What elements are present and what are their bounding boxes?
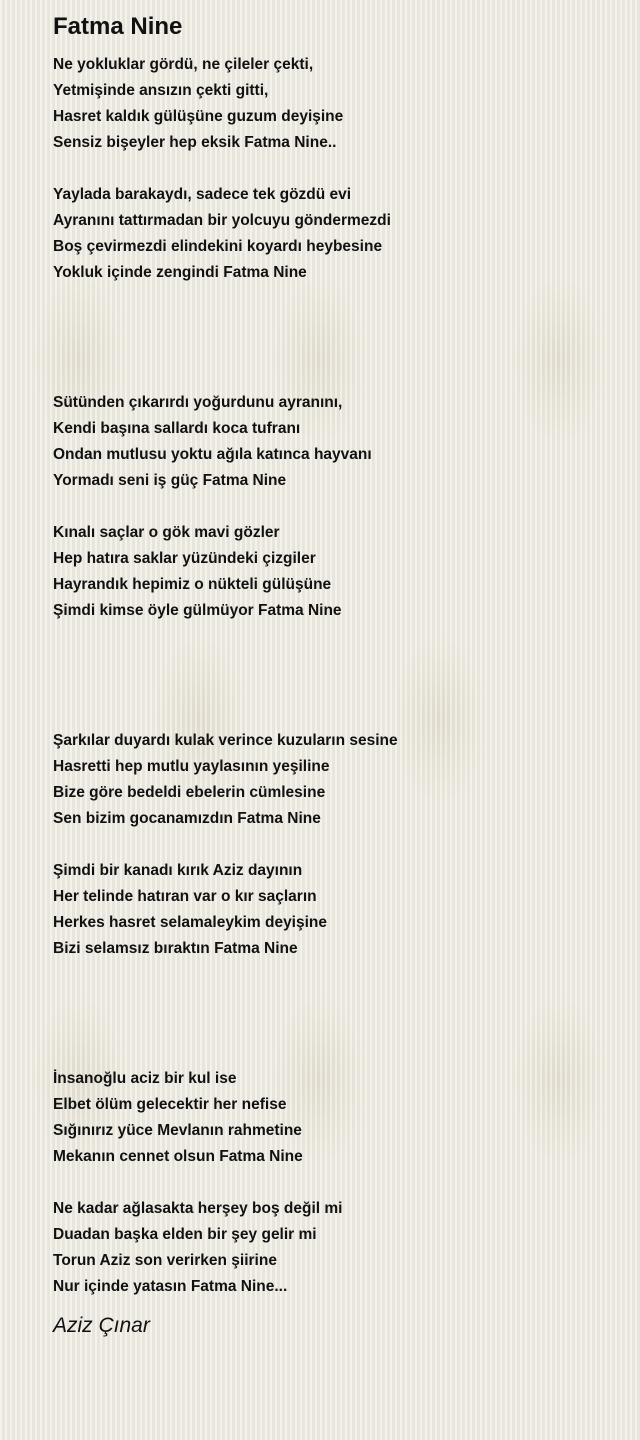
stanza-1 <box>53 52 613 156</box>
poem-line: Duadan başka elden bir şey gelir mi <box>53 1226 317 1243</box>
stanza-spacer <box>53 156 613 182</box>
section-spacer <box>53 624 613 728</box>
poem-line: Sen bizim gocanamızdın Fatma Nine <box>53 810 321 827</box>
poem-line: Şarkılar duyardı kulak verince kuzuların sesine <box>53 732 398 749</box>
section-spacer <box>53 962 613 1066</box>
poem-line: Ondan mutlusu yoktu ağıla katınca hayvanı <box>53 446 372 463</box>
poem-line: Şimdi kimse öyle gülmüyor Fatma Nine <box>53 602 342 619</box>
poem-line: Ne kadar ağlasakta herşey boş değil mi <box>53 1200 343 1217</box>
poem-line: Kendi başına sallardı koca tufranı <box>53 420 301 437</box>
poem-line: Kınalı saçlar o gök mavi gözler <box>53 524 280 541</box>
stanza-8 <box>53 1196 613 1300</box>
stanza-spacer <box>53 832 613 858</box>
poem-line: Yormadı seni iş güç Fatma Nine <box>53 472 287 489</box>
poem-line: Nur içinde yatasın Fatma Nine... <box>53 1278 288 1295</box>
stanza-spacer <box>53 494 613 520</box>
poem-author: Aziz Çınar <box>53 1314 150 1337</box>
poem <box>53 12 613 1340</box>
poem-line: Sütünden çıkarırdı yoğurdunu ayranını, <box>53 394 343 411</box>
poem-line: Herkes hasret selamaleykim deyişine <box>53 914 328 931</box>
poem-body <box>53 52 613 1300</box>
poem-line: Hasretti hep mutlu yaylasının yeşiline <box>53 758 330 775</box>
section-spacer <box>53 286 613 390</box>
poem-line: Elbet ölüm gelecektir her nefise <box>53 1096 287 1113</box>
poem-line: Sensiz bişeyler hep eksik Fatma Nine.. <box>53 134 337 151</box>
poem-line: Hep hatıra saklar yüzündeki çizgiler <box>53 550 316 567</box>
poem-line: İnsanoğlu aciz bir kul ise <box>53 1070 237 1087</box>
poem-line: Hasret kaldık gülüşüne guzum deyişine <box>53 108 344 125</box>
poem-line: Mekanın cennet olsun Fatma Nine <box>53 1148 303 1165</box>
poem-line: Yetmişinde ansızın çekti gitti, <box>53 82 269 99</box>
poem-line: Sığınırız yüce Mevlanın rahmetine <box>53 1122 302 1139</box>
poem-line: Yokluk içinde zengindi Fatma Nine <box>53 264 307 281</box>
stanza-4 <box>53 520 613 624</box>
poem-line: Torun Aziz son verirken şiirine <box>53 1252 277 1269</box>
poem-line: Hayrandık hepimiz o nükteli gülüşüne <box>53 576 332 593</box>
poem-line: Ayranını tattırmadan bir yolcuyu göndermezdi <box>53 212 391 229</box>
poem-title: Fatma Nine <box>53 13 183 40</box>
poem-line: Şimdi bir kanadı kırık Aziz dayının <box>53 862 303 879</box>
stanza-2 <box>53 182 613 286</box>
poem-line: Boş çevirmezdi elindekini koyardı heybesine <box>53 238 383 255</box>
poem-line: Bize göre bedeldi ebelerin cümlesine <box>53 784 326 801</box>
stanza-6 <box>53 858 613 962</box>
poem-line: Ne yokluklar gördü, ne çileler çekti, <box>53 56 314 73</box>
poem-line: Her telinde hatıran var o kır saçların <box>53 888 317 905</box>
stanza-5 <box>53 728 613 832</box>
stanza-3 <box>53 390 613 494</box>
stanza-7 <box>53 1066 613 1170</box>
poem-line: Bizi selamsız bıraktın Fatma Nine <box>53 940 298 957</box>
stanza-spacer <box>53 1170 613 1196</box>
poem-line: Yaylada barakaydı, sadece tek gözdü evi <box>53 186 352 203</box>
